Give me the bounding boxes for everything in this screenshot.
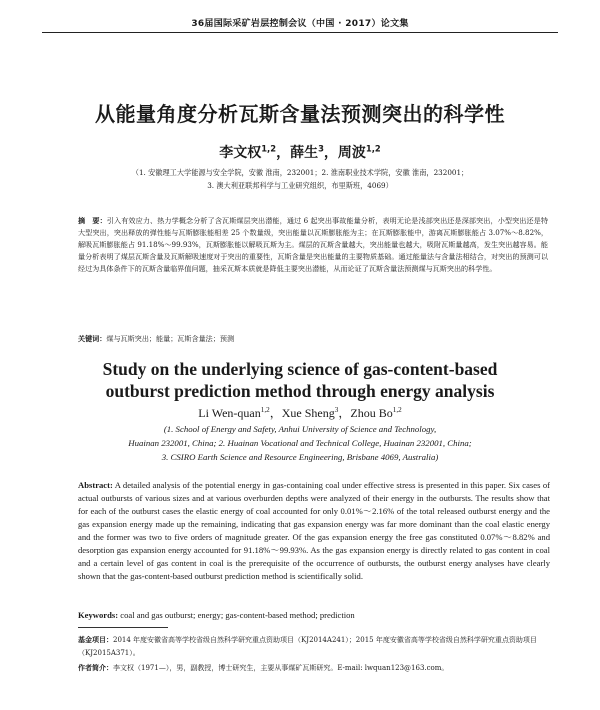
author-affiliation-mark: 1,2 xyxy=(392,406,402,414)
footnote-text: 李文权（1971—），男，副教授，博士研究生，主要从事煤矿瓦斯研究。E-mail: lwquan123@163.com。 xyxy=(113,664,449,672)
proceedings-header: 36届国际采矿岩层控制会议（中国 · 2017）论文集 xyxy=(191,19,409,29)
abstract-label: 摘 要： xyxy=(78,216,107,225)
author-name: 薛生 xyxy=(290,145,319,161)
english-abstract xyxy=(78,479,550,583)
author-name: 周波 xyxy=(337,145,366,161)
author-affiliation-mark: 3 xyxy=(334,406,339,414)
footnote-text: 2014 年度安徽省高等学校省级自然科学研究重点资助项目（KJ2014A241）；2015 年度安徽省高等学校省级自然科学研究重点资助项目（KJ2015A371）。 xyxy=(78,636,537,657)
author-affiliation-mark: 1,2 xyxy=(365,143,381,154)
author-bio-footnote xyxy=(78,662,553,675)
author-name: 李文权 xyxy=(219,145,262,161)
footnote-label: 基金项目： xyxy=(78,636,113,644)
english-authors xyxy=(40,404,560,421)
author-separator: ， xyxy=(323,145,338,161)
chinese-authors xyxy=(40,142,560,162)
author-affiliation-mark: 1,2 xyxy=(260,406,270,414)
author-name: Li Wen-quan xyxy=(198,406,261,420)
author-separator: ， xyxy=(338,406,351,420)
chinese-affiliation-line: 3. 澳大利亚联邦科学与工业研究组织，布里斯班，4069） xyxy=(207,181,393,190)
author-affiliation-mark: 3 xyxy=(318,143,324,154)
author-name: Zhou Bo xyxy=(350,406,393,420)
english-affiliation-line: Huainan 232001, China; 2. Huainan Vocational and Technical College, Huainan 232001, China; xyxy=(128,438,472,448)
english-keywords xyxy=(78,610,550,620)
funding-footnote xyxy=(78,634,553,660)
keywords-text: coal and gas outburst; energy; gas-content-based method; prediction xyxy=(120,610,355,620)
footnote-label: 作者简介： xyxy=(78,664,113,672)
author-affiliation-mark: 1,2 xyxy=(261,143,277,154)
english-title xyxy=(40,358,560,402)
abstract-label: Abstract: xyxy=(78,480,113,490)
english-affiliation-line: (1. School of Energy and Safety, Anhui University of Science and Technology, xyxy=(163,424,437,434)
english-title-line: Study on the underlying science of gas-content-based xyxy=(102,359,498,379)
keywords-text: 煤与瓦斯突出；能量；瓦斯含量法；预测 xyxy=(106,334,235,343)
keywords-label: 关键词： xyxy=(78,334,107,343)
chinese-affiliation-line: （1. 安徽理工大学能源与安全学院，安徽 淮南，232001；2. 淮南职业技术学院，安徽 淮南，232001； xyxy=(131,168,469,177)
english-title-line: outburst prediction method through energy analysis xyxy=(105,381,495,401)
abstract-text: A detailed analysis of the potential energy in gas-containing coal under effective stress is presented in this paper. Six cases of actual outbursts of various sizes and at various overburden depths were analyzed of their energy in the outbursts. The results show that for each of the outburst cases the elastic energy of coal accounted for only 0.01%～2.16% of the total released outburst energy and the gas expansion energy made up the remaining, indicating that gas expansion energy was far more dominant than the coal elastic energy and the former was two to five orders of magnitude greater. Of the gas expansion energy the free gas constituted 0.07%～8.82% and desorption gas expansion energy accounted for 91.18%～99.93%. As the gas expansion energy is directly related to gas content in coal and a certain level of gas content in coal is the prerequisite of the occurrence of outbursts, the outburst energy analyses have clearly shown that the gas-content-based outburst prediction method is scientifically solid. xyxy=(78,480,550,581)
chinese-keywords xyxy=(78,334,548,344)
english-affiliation-line: 3. CSIRO Earth Science and Resource Engineering, Brisbane 4069, Australia) xyxy=(161,452,439,462)
chinese-abstract xyxy=(78,215,548,275)
author-name: Xue Sheng xyxy=(281,406,335,420)
author-separator: ， xyxy=(276,145,291,161)
footnote-divider xyxy=(78,627,168,628)
chinese-title: 从能量角度分析瓦斯含量法预测突出的科学性 xyxy=(95,102,505,126)
header-divider xyxy=(42,32,558,33)
abstract-text: 引入有效应力、热力学概念分析了含瓦斯煤层突出潜能，通过 6 起突出事故能量分析，表明无论是浅部突出还是深部突出，小型突出还是特大型突出，突出释放的弹性能与瓦斯膨胀能相差 25 个数量级，突出能量以瓦斯膨胀能为主；在瓦斯膨胀能中，游离瓦斯膨胀能占 3.07%～8.82%，解吸瓦斯膨胀能占 91.18%～99.93%，瓦斯膨胀能以解吸瓦斯为主。煤层的瓦斯含量越大，突出能量也越大，吸附瓦斯量越高，发生突出越容易。能量分析表明了煤层瓦斯含量及瓦斯解吸速度对于突出的重要性，瓦斯含量是突出能量的主要物质基础。通过能量法与含量法相结合，对突出的预测可以经过为具体条件下的瓦斯含量临界值问题，抽采瓦斯本质就是降低主要突出潜能，从而论证了瓦斯含量法预测煤与瓦斯突出的科学性。 xyxy=(78,216,548,273)
keywords-label: Keywords: xyxy=(78,610,119,620)
author-separator: ， xyxy=(269,406,282,420)
